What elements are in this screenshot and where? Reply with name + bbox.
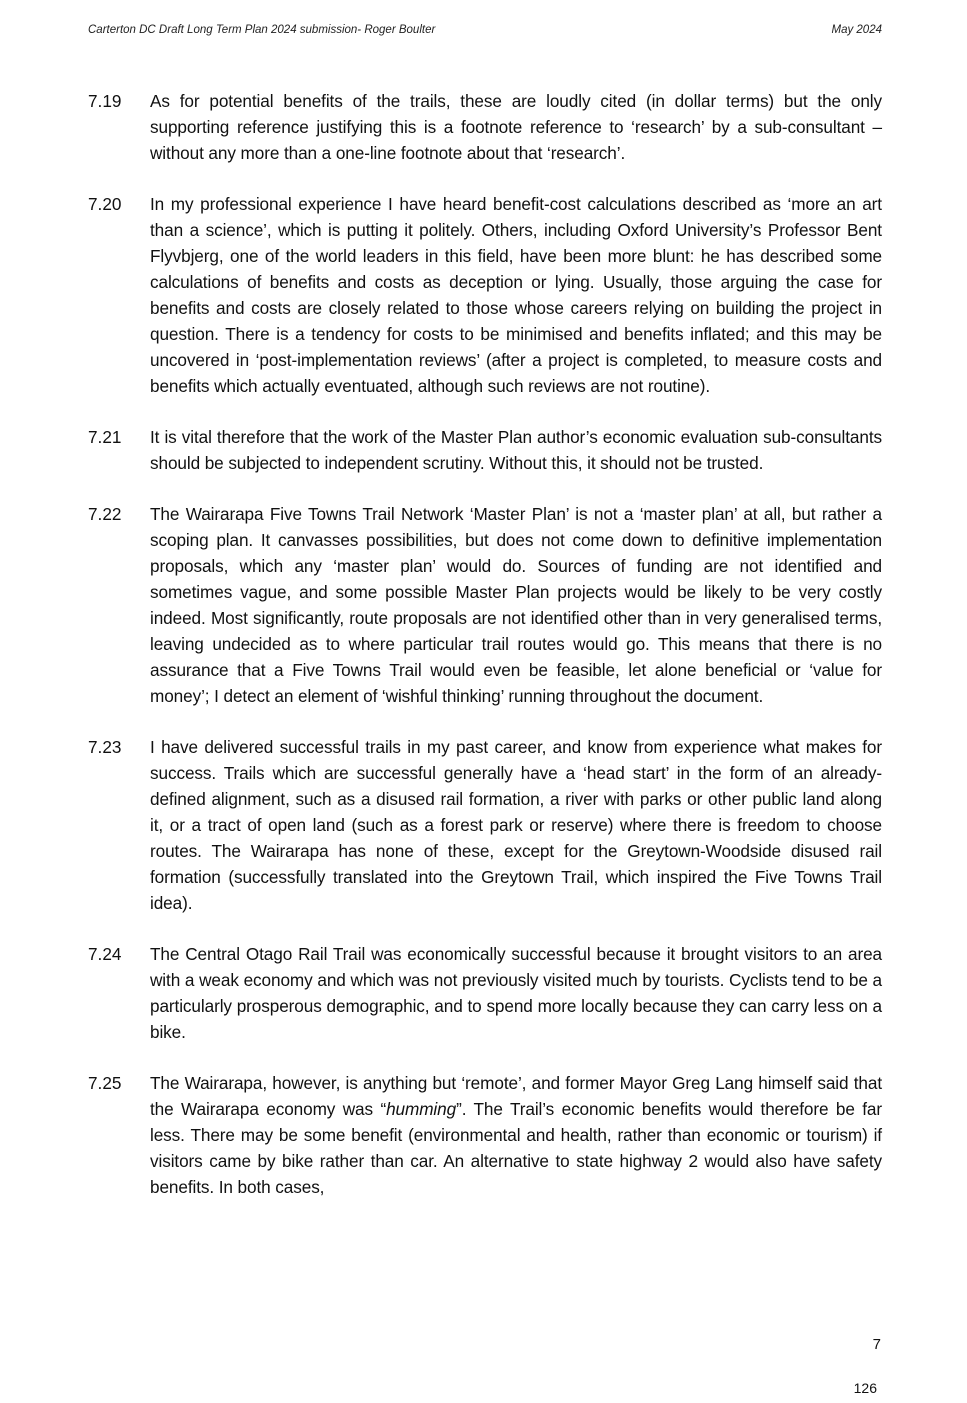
page-header — [88, 24, 882, 40]
paragraph-7-22 — [88, 501, 882, 709]
paragraph-7-23 — [88, 734, 882, 916]
paragraph-7-24 — [88, 941, 882, 1045]
document-page-number: 126 — [853, 1380, 877, 1396]
paragraph-text: It is vital therefore that the work of the Master Plan author’s economic evaluation sub-consultants should be subjected to independent scrutiny. Without this, it should not be trusted. — [150, 427, 882, 473]
paragraph-text: As for potential benefits of the trails, these are loudly cited (in dollar terms) but the only supporting reference justifying this is a footnote reference to ‘research’ by a sub-consultant – without any more than a one-line footnote about that ‘research’. — [150, 91, 882, 163]
paragraph-text-part: The Wairarapa, however, is anything but ‘remote’, and former Mayor Greg Lang himself said that the Wairarapa economy was “ — [150, 1073, 882, 1119]
paragraph-text: I have delivered successful trails in my past career, and know from experience what makes for success. Trails which are successful generally have a ‘head start’ in the form of an already-defined alignment, such as a disused rail formation, a river with parks or other public land along it, or a tract of open land (such as a forest park or reserve) where there is freedom to choose routes. The Wairarapa has none of these, except for the Greytown-Woodside disused rail formation (successfully translated into the Greytown Trail, which inspired the Five Towns Trail idea). — [150, 737, 882, 913]
page-number: 7 — [872, 1336, 881, 1353]
paragraph-number: 7.21 — [88, 427, 122, 447]
paragraph-number: 7.24 — [88, 944, 122, 964]
paragraph-number: 7.23 — [88, 737, 122, 757]
document-body — [88, 88, 882, 1225]
emphasized-word: humming — [386, 1099, 457, 1119]
paragraph-text — [150, 1070, 882, 1200]
paragraph-number: 7.25 — [88, 1073, 122, 1093]
paragraph-7-21 — [88, 424, 882, 476]
paragraph-7-20 — [88, 191, 882, 399]
header-document-title: Carterton DC Draft Long Term Plan 2024 submission- Roger Boulter — [88, 24, 436, 36]
paragraph-text: The Central Otago Rail Trail was economically successful because it brought visitors to an area with a weak economy and which was not previously visited much by tourists. Cyclists tend to be a particularly prosperous demographic, and to spend more locally because they can carry less on a bike. — [150, 944, 882, 1042]
paragraph-7-25 — [88, 1070, 882, 1200]
paragraph-number: 7.22 — [88, 504, 122, 524]
paragraph-text: The Wairarapa Five Towns Trail Network ‘Master Plan’ is not a ‘master plan’ at all, but rather a scoping plan. It canvasses possibilities, but does not come down to definitive implementation proposals, which any ‘master plan’ would do. Sources of funding are not identified and sometimes vague, and some possible Master Plan projects would be likely to be very costly indeed. Most significantly, route proposals are not identified other than in very generalised terms, leaving undecided as to where particular trail routes would go. This means that there is no assurance that a Five Towns Trail would even be feasible, let alone beneficial or ‘value for money’; I detect an element of ‘wishful thinking’ running throughout the document. — [150, 504, 882, 706]
paragraph-number: 7.20 — [88, 194, 122, 214]
paragraph-text-part: ”. The Trail’s economic benefits would therefore be far less. There may be some benefit (environmental and health, rather than economic or tourism) if visitors came by bike rather than car. An alternative to state highway 2 would also have safety benefits. In both cases, — [150, 1099, 882, 1197]
paragraph-7-19 — [88, 88, 882, 166]
header-date: May 2024 — [831, 24, 882, 36]
paragraph-number: 7.19 — [88, 91, 122, 111]
paragraph-text: In my professional experience I have heard benefit-cost calculations described as ‘more an art than a science’, which is putting it politely. Others, including Oxford University’s Professor Bent Flyvbjerg, one of the world leaders in this field, have been more blunt: he has described some calculations of benefits and costs as deception or lying. Usually, those arguing the case for benefits and costs are closely related to those whose careers relying on building the project in question. There is a tendency for costs to be minimised and benefits inflated; and this may be uncovered in ‘post-implementation reviews’ (after a project is completed, to measure costs and benefits which actually eventuated, although such reviews are not routine). — [150, 194, 882, 396]
